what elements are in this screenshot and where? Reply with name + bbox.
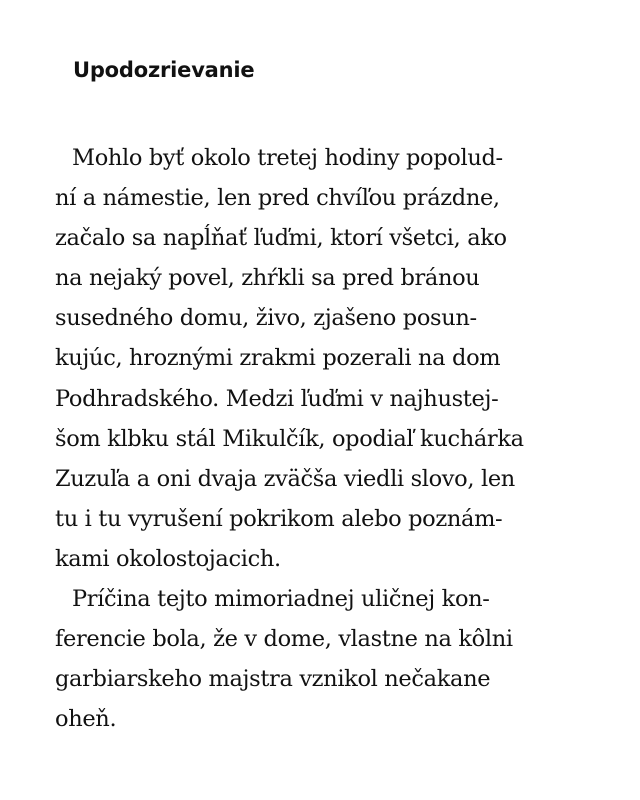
text-line: ní a námestie, len pred chvíľou prázdne, xyxy=(55,185,500,212)
text-line: Mohlo byť okolo tretej hodiny popolud- xyxy=(72,145,503,171)
text-line: susedného domu, živo, zjašeno posun- xyxy=(55,305,477,332)
text-line: kujúc, hroznými zrakmi pozerali na dom xyxy=(55,345,501,372)
text-line: kami okolostojacich. xyxy=(55,545,281,572)
text-line: tu i tu vyrušení pokrikom alebo poznám- xyxy=(55,505,503,532)
text-line: na nejaký povel, zhŕkli sa pred bránou xyxy=(55,265,480,292)
text-line: oheň. xyxy=(55,706,117,733)
text-line: garbiarskeho majstra vznikol nečakane xyxy=(55,666,491,693)
text-line: Príčina tejto mimoriadnej uličnej kon- xyxy=(72,586,490,613)
text-line: Podhradského. Medzi ľuďmi v najhustej- xyxy=(55,385,499,412)
text-line: začalo sa napĺňať ľuďmi, ktorí všetci, ako xyxy=(55,225,507,252)
text-line: šom klbku stál Mikulčík, opodiaľ kuchárka xyxy=(55,425,524,452)
paragraph-1 xyxy=(55,138,595,579)
text-line: ferencie bola, že v dome, vlastne na kôlni xyxy=(55,626,513,653)
body-text xyxy=(55,138,595,739)
chapter-title: Upodozrievanie xyxy=(73,58,255,82)
paragraph-2 xyxy=(55,579,595,739)
text-line: Zuzuľa a oni dvaja zväčša viedli slovo, len xyxy=(55,465,515,492)
